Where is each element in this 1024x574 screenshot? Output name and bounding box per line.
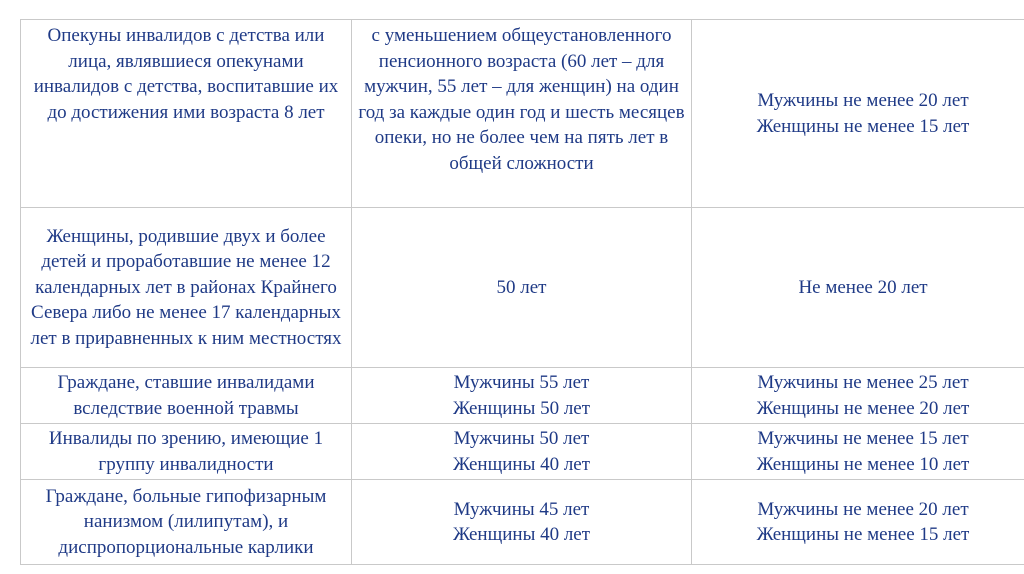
category-cell: Женщины, родившие двух и более детей и проработавшие не менее 12 календарных лет в районах Крайнего Севера либо не менее 17 календарных лет в приравненных к ним местностях <box>21 208 352 368</box>
age-men: Мужчины 50 лет <box>453 428 590 449</box>
category-cell: Граждане, больные гипофизарным нанизмом (лилипутам), и диспропорциональные карлики <box>21 480 352 565</box>
table-row <box>21 424 1024 480</box>
experience-women: Женщины не менее 15 лет <box>756 524 970 545</box>
table-row <box>21 208 1024 368</box>
category-cell: Опекуны инвалидов с детства или лица, являвшиеся опекунами инвалидов с детства, воспитавшие их до достижения ими возраста 8 лет <box>21 20 352 208</box>
table-row <box>21 20 1024 208</box>
experience-cell <box>692 20 1024 208</box>
age-cell <box>352 368 692 424</box>
age-men: Мужчины 45 лет <box>453 498 590 520</box>
pension-conditions-table <box>20 19 1024 565</box>
experience-men: Мужчины не менее 25 лет <box>757 372 969 393</box>
experience-women: Женщины не менее 15 лет <box>756 115 970 137</box>
experience-men: Мужчины не менее 20 лет <box>757 90 969 111</box>
experience-cell <box>692 424 1024 480</box>
age-text: 50 лет <box>496 276 547 298</box>
experience-cell <box>692 368 1024 424</box>
table-row <box>21 368 1024 424</box>
experience-text: Не менее 20 лет <box>798 276 928 298</box>
experience-women: Женщины не менее 10 лет <box>756 453 970 475</box>
age-women: Женщины 50 лет <box>452 397 591 419</box>
age-cell <box>352 480 692 565</box>
table-row <box>21 480 1024 565</box>
experience-men: Мужчины не менее 20 лет <box>757 498 969 520</box>
age-cell <box>352 20 692 208</box>
age-cell <box>352 208 692 368</box>
age-men: Мужчины 55 лет <box>453 372 590 393</box>
age-women: Женщины 40 лет <box>452 524 591 545</box>
age-text: с уменьшением общеустановленного пенсионного возраста (60 лет – для мужчин, 55 лет – для женщин) на один год за каждые один год и шесть месяцев опеки, но не более чем на пять лет в общей сложности <box>358 25 685 174</box>
experience-men: Мужчины не менее 15 лет <box>757 428 969 449</box>
experience-cell <box>692 208 1024 368</box>
age-women: Женщины 40 лет <box>452 453 591 475</box>
category-cell: Граждане, ставшие инвалидами вследствие военной травмы <box>21 368 352 424</box>
experience-cell <box>692 480 1024 565</box>
age-cell <box>352 424 692 480</box>
experience-women: Женщины не менее 20 лет <box>756 397 970 419</box>
category-cell: Инвалиды по зрению, имеющие 1 группу инвалидности <box>21 424 352 480</box>
